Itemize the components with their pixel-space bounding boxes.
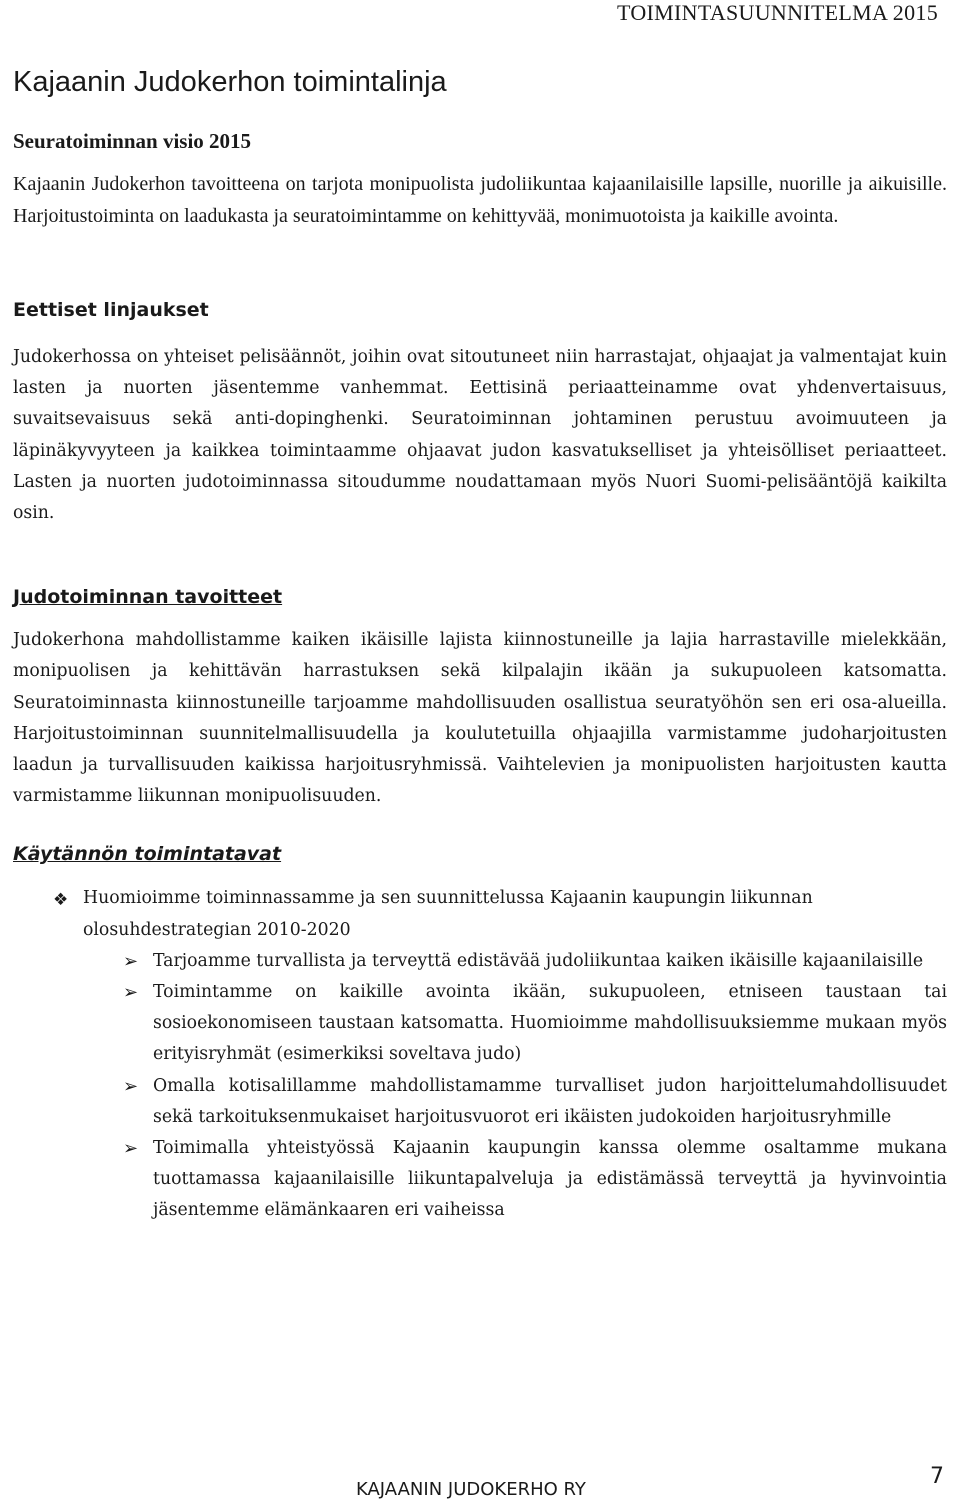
paragraph-eettiset: Judokerhossa on yhteiset pelisäännöt, joihin ovat sitoutuneet niin harrastajat, ohjaajat ja valmentajat kuin lasten ja nuorten jäsentemme vanhemmat. Eettisinä periaatteinamme ovat yhdenvertaisuus, suvaitsevaisuus sekä anti-dopinghenki. Seuratoiminnan johtaminen perustuu avoimuuteen ja läpinäkyvyyteen ja kaikkea toimintaamme ohjaavat judon kasvatukselliset ja yhteisölliset periaatteet. Lasten ja nuorten judotoiminnassa sitoudumme noudattamaan myös Nuori Suomi-pelisääntöjä kaikilta osin. bbox=[13, 347, 947, 524]
section-heading-tavoitteet: Judotoiminnan tavoitteet bbox=[13, 586, 283, 609]
practice-list bbox=[13, 883, 947, 1226]
list-item-text: Omalla kotisalillamme mahdollistamamme turvalliset judon harjoittelumahdollisuudet sekä tarkoituksenmukaiset harjoitusvuorot eri ikäisten judokoiden harjoitusryhmille bbox=[153, 1075, 947, 1127]
footer-organization: KAJAANIN JUDOKERHO RY bbox=[356, 1479, 586, 1500]
arrow-bullet-icon: ➢ bbox=[123, 1138, 139, 1160]
list-item bbox=[83, 1071, 947, 1133]
list-item-main bbox=[13, 883, 947, 1226]
paragraph-visio: Kajaanin Judokerhon tavoitteena on tarjota monipuolista judoliikuntaa kajaanilaisille lapsille, nuorille ja aikuisille. Harjoitustoiminta on laadukasta ja seuratoimintamme on kehittyvää, monimuotoista ja kaikille avointa. bbox=[13, 173, 947, 227]
list-item-text: Tarjoamme turvallista ja terveyttä edistävää judoliikuntaa kaiken ikäisille kajaanilaisille bbox=[153, 950, 924, 971]
practice-sublist bbox=[83, 946, 947, 1227]
list-item-text: Toimimalla yhteistyössä Kajaanin kaupungin kanssa olemme osaltamme mukana tuottamassa kajaanilaisille liikuntapalveluja ja edistämässä terveyttä ja hyvinvointia jäsentemme elämänkaaren eri vaiheissa bbox=[153, 1138, 947, 1221]
list-item bbox=[83, 1133, 947, 1227]
arrow-bullet-icon: ➢ bbox=[123, 950, 139, 972]
list-item bbox=[83, 946, 947, 977]
list-item-main-text: Huomioimme toiminnassamme ja sen suunnittelussa Kajaanin kaupungin liikunnan olosuhdestrategian 2010-2020 bbox=[83, 888, 813, 940]
running-header: TOIMINTASUUNNITELMA 2015 bbox=[617, 0, 938, 25]
page-content bbox=[13, 62, 947, 1227]
list-item bbox=[83, 977, 947, 1071]
list-item-text: Toimintamme on kaikille avointa ikään, sukupuoleen, etniseen taustaan tai sosioekonomiseen taustaan katsomatta. Huomioimme mahdollisuuksiemme mukaan myös erityisryhmät (esimerkiksi soveltava judo) bbox=[153, 982, 947, 1065]
section-heading-visio: Seuratoiminnan visio 2015 bbox=[13, 129, 252, 153]
page-title: Kajaanin Judokerhon toimintalinja bbox=[13, 66, 447, 98]
section-heading-kaytanto: Käytännön toimintatavat bbox=[13, 843, 282, 866]
page-number: 7 bbox=[930, 1464, 944, 1489]
diamond-bullet-icon: ❖ bbox=[53, 890, 69, 911]
arrow-bullet-icon: ➢ bbox=[123, 1075, 139, 1097]
paragraph-tavoitteet: Judokerhona mahdollistamme kaiken ikäisille lajista kiinnostuneille ja lajia harrastaville mielekkään, monipuolisen ja kehittävän harrastuksen sekä kilpalajin ikään ja sukupuoleen katsomatta. Seuratoiminnasta kiinnostuneille tarjoamme mahdollisuuden osallistua seuratyöhön sen eri osa-alueilla. Harjoitustoiminnan suunnitelmallisuudella ja koulutetuilla ohjaajilla varmistamme judoharjoitusten laadun ja turvallisuuden kaikissa harjoitusryhmissä. Vaihtelevien ja monipuolisten harjoitusten kautta varmistamme liikunnan monipuolisuuden. bbox=[13, 630, 947, 807]
section-heading-eettiset: Eettiset linjaukset bbox=[13, 299, 209, 321]
arrow-bullet-icon: ➢ bbox=[123, 982, 139, 1004]
